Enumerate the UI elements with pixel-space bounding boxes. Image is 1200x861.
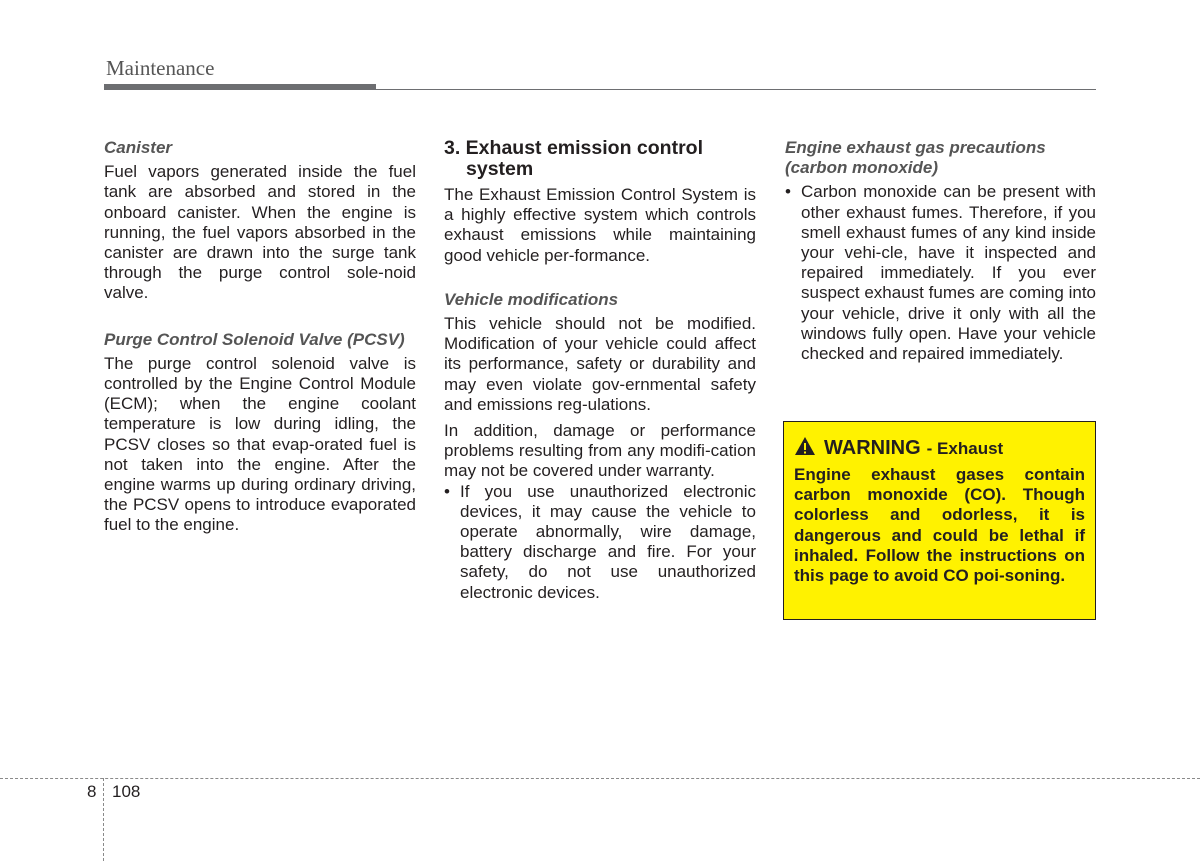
page-number: 108 (112, 782, 141, 801)
exhaust-precautions-title: Engine exhaust gas precautions (carbon monoxide) (785, 138, 1046, 178)
canister-title: Canister (104, 138, 173, 157)
section-title: Maintenance (106, 56, 215, 80)
mods-title: Vehicle modifications (444, 289, 619, 309)
pcsv-text: The purge control solenoid valve is controlled by the Engine Control Module (ECM); when the engine coolant temperature is low during idling, the PCSV closes so that evap-orated fuel is not taken into the engine. After the engine warms up during ordinary driving, the PCSV opens to introduce evaporated fuel to the engine. (104, 353, 416, 535)
warning-topic: - Exhaust (926, 439, 1004, 458)
canister-text: Fuel vapors generated inside the fuel tank are absorbed and stored in the onboard canister. When the engine is running, the fuel vapors absorbed in the canister are drawn into the surge tank through the purge control sole-noid valve. (104, 162, 416, 303)
header-bar (104, 84, 376, 90)
header-rule (376, 89, 1096, 90)
list-item (444, 482, 756, 603)
bullet-text: If you use unauthorized electronic devices, it may cause the vehicle to operate abnormally, wire damage, battery discharge and fire. For your safety, do not use unauthorized electronic devices. (460, 481, 756, 602)
bullet-mark: • (444, 481, 450, 501)
mods-text-1: This vehicle should not be modified. Modification of your vehicle could affect its performance, safety or durability and may even violate gov-ernmental safety and emissions reg-ulations. (444, 314, 756, 414)
column-left (104, 138, 416, 536)
chapter-number: 8 (87, 782, 97, 801)
pcsv-title: Purge Control Solenoid Valve (PCSV) (104, 329, 405, 349)
warning-box (783, 421, 1096, 620)
exhaust-heading: 3. Exhaust emission control system (444, 137, 703, 180)
warning-label: WARNING (824, 437, 921, 459)
column-middle (444, 138, 756, 603)
footer-divider (103, 778, 104, 861)
footer-rule (0, 778, 1200, 779)
bullet-mark: • (785, 182, 791, 202)
warning-header (794, 434, 1085, 459)
bullet-text: Carbon monoxide can be present with other exhaust fumes. Therefore, if you smell exhaust fumes of any kind inside your vehi-cle, have it inspected and repaired immediately. If you ever suspect exhaust fumes are coming into your vehicle, drive it only with all the windows fully open. Have your vehicle checked and repaired immediately. (801, 182, 1096, 364)
warning-text: Engine exhaust gases contain carbon monoxide (CO). Though colorless and odorless, it is dangerous and could be lethal if inhaled. Follow the instructions on this page to avoid CO poi-soning. (794, 465, 1085, 586)
exhaust-intro: The Exhaust Emission Control System is a highly effective system which controls exhaust emissions while maintaining good vehicle per-formance. (444, 185, 756, 265)
warning-triangle-icon (794, 436, 816, 456)
list-item (785, 182, 1096, 364)
column-right (785, 138, 1096, 364)
mods-text-2: In addition, damage or performance problems resulting from any modifi-cation may not be covered under warranty. (444, 421, 756, 481)
